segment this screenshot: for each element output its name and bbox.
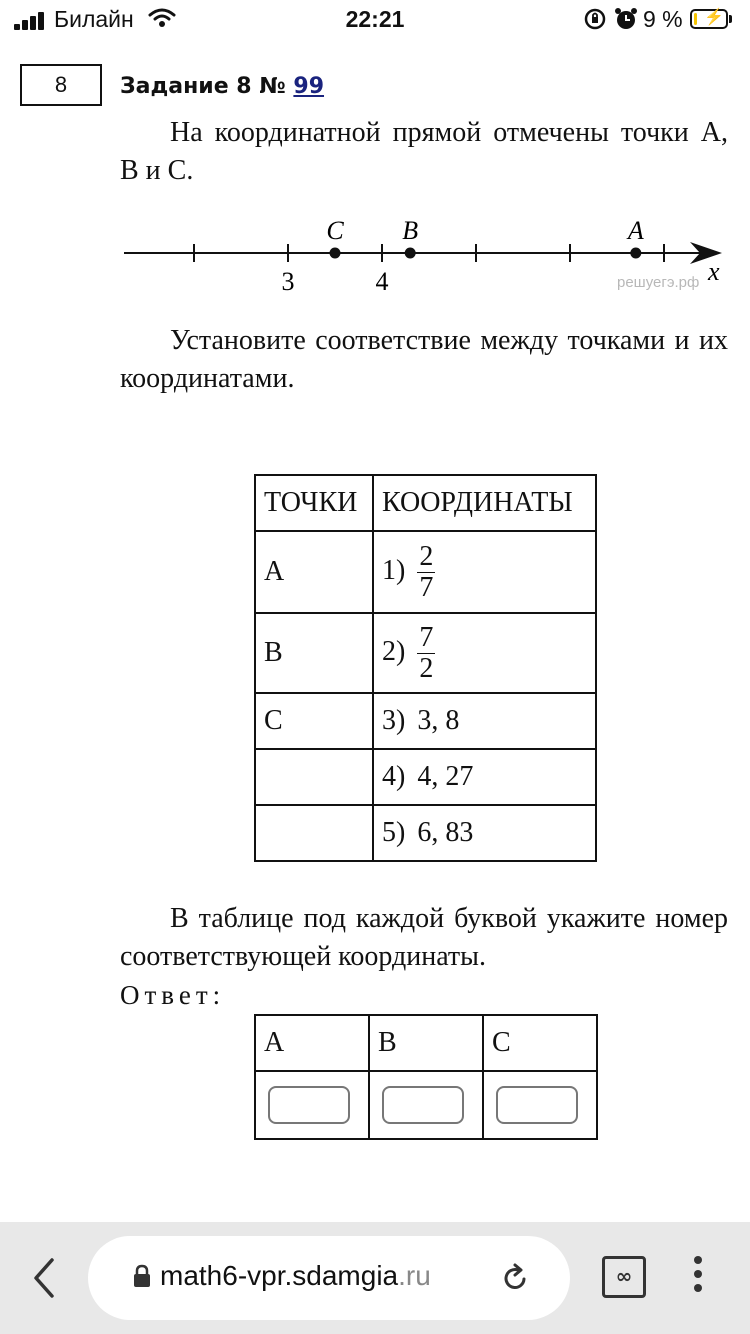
- coordinate-cell: [373, 805, 596, 861]
- point-b: [405, 248, 416, 259]
- table-header-row: [255, 475, 596, 531]
- fill-instruction-text: В таблице под каждой буквой укажите номер соответствующей координаты.: [120, 903, 728, 972]
- task-number-box: 8: [20, 64, 102, 106]
- point-cell: A: [255, 531, 373, 613]
- tick-label: 3: [281, 267, 295, 296]
- status-bar: [0, 0, 750, 42]
- menu-button[interactable]: [690, 1256, 706, 1300]
- point-c: [330, 248, 341, 259]
- carrier-name: Билайн: [54, 6, 134, 32]
- coordinate-cell: [373, 749, 596, 805]
- tabs-button[interactable]: ∞: [602, 1256, 646, 1298]
- answer-input-row: [255, 1071, 597, 1139]
- task-instruction: [120, 322, 728, 398]
- header-coordinates: КООРДИНАТЫ: [373, 475, 596, 531]
- url-tld: .ru: [398, 1260, 431, 1291]
- battery-level: [694, 13, 697, 25]
- coordinate-cell: [373, 613, 596, 693]
- table-row: [255, 749, 596, 805]
- point-a: [630, 248, 641, 259]
- answer-cell: [483, 1071, 597, 1139]
- answer-header-c: C: [483, 1015, 597, 1071]
- answer-input-a[interactable]: [268, 1086, 350, 1124]
- task-title-text: Задание 8 №: [120, 74, 294, 99]
- point-label-a: A: [627, 216, 644, 245]
- option-number: 4): [382, 761, 406, 792]
- task-title: [120, 74, 324, 99]
- coordinate-value: 4, 27: [417, 761, 474, 792]
- fraction-denominator: 7: [419, 571, 434, 603]
- fraction-numerator: 7: [419, 621, 434, 653]
- answer-cell: [369, 1071, 483, 1139]
- table-row: [255, 613, 596, 693]
- coordinate-cell: [373, 693, 596, 749]
- task-intro: [120, 114, 728, 190]
- fraction: [417, 542, 435, 603]
- header-points: ТОЧКИ: [255, 475, 373, 531]
- point-label-c: C: [326, 216, 344, 245]
- answer-input-c[interactable]: [496, 1086, 578, 1124]
- point-cell: C: [255, 693, 373, 749]
- battery-percentage: 9 %: [643, 6, 683, 32]
- url-domain: math6-vpr.sdamgia: [160, 1260, 399, 1291]
- answer-header-row: [255, 1015, 597, 1071]
- orientation-lock-icon: [583, 7, 607, 31]
- answer-label: Ответ:: [120, 980, 226, 1010]
- lock-icon: [132, 1264, 152, 1288]
- coordinate-cell: [373, 531, 596, 613]
- option-number: 3): [382, 705, 406, 736]
- match-table: [254, 474, 597, 862]
- back-button[interactable]: [28, 1256, 60, 1300]
- task-intro-text: На координатной прямой отмечены точки A, B и C.: [120, 117, 728, 186]
- coordinate-value: 3, 8: [417, 705, 460, 736]
- point-cell: [255, 805, 373, 861]
- option-number: 1): [382, 554, 406, 586]
- clock: 22:21: [345, 6, 405, 32]
- answer-table: [254, 1014, 598, 1140]
- axis-label-x: x: [708, 257, 720, 286]
- alarm-icon: [614, 6, 638, 32]
- answer-header-a: A: [255, 1015, 369, 1071]
- battery-icon: ⚡: [690, 9, 728, 29]
- option-number: 5): [382, 817, 406, 848]
- tick-label: 4: [375, 267, 389, 296]
- answer-header-b: B: [369, 1015, 483, 1071]
- option-number: 2): [382, 635, 406, 667]
- answer-cell: [255, 1071, 369, 1139]
- table-row: [255, 805, 596, 861]
- fraction-numerator: 2: [419, 540, 434, 572]
- reload-icon[interactable]: [502, 1262, 530, 1292]
- coordinate-value: 6, 83: [417, 817, 474, 848]
- fraction: [417, 623, 435, 684]
- watermark: решуегэ.рф: [617, 274, 700, 291]
- table-row: [255, 693, 596, 749]
- task-instruction-text: Установите соответствие между точками и их координатами.: [120, 325, 728, 394]
- fraction-denominator: 2: [419, 652, 434, 684]
- url-text[interactable]: [160, 1260, 431, 1292]
- answer-input-b[interactable]: [382, 1086, 464, 1124]
- point-label-b: B: [402, 216, 419, 245]
- battery-tip: [729, 15, 732, 23]
- table-row: [255, 531, 596, 613]
- point-cell: B: [255, 613, 373, 693]
- task-id-link[interactable]: 99: [293, 74, 325, 99]
- point-cell: [255, 749, 373, 805]
- fill-instruction: [120, 900, 728, 976]
